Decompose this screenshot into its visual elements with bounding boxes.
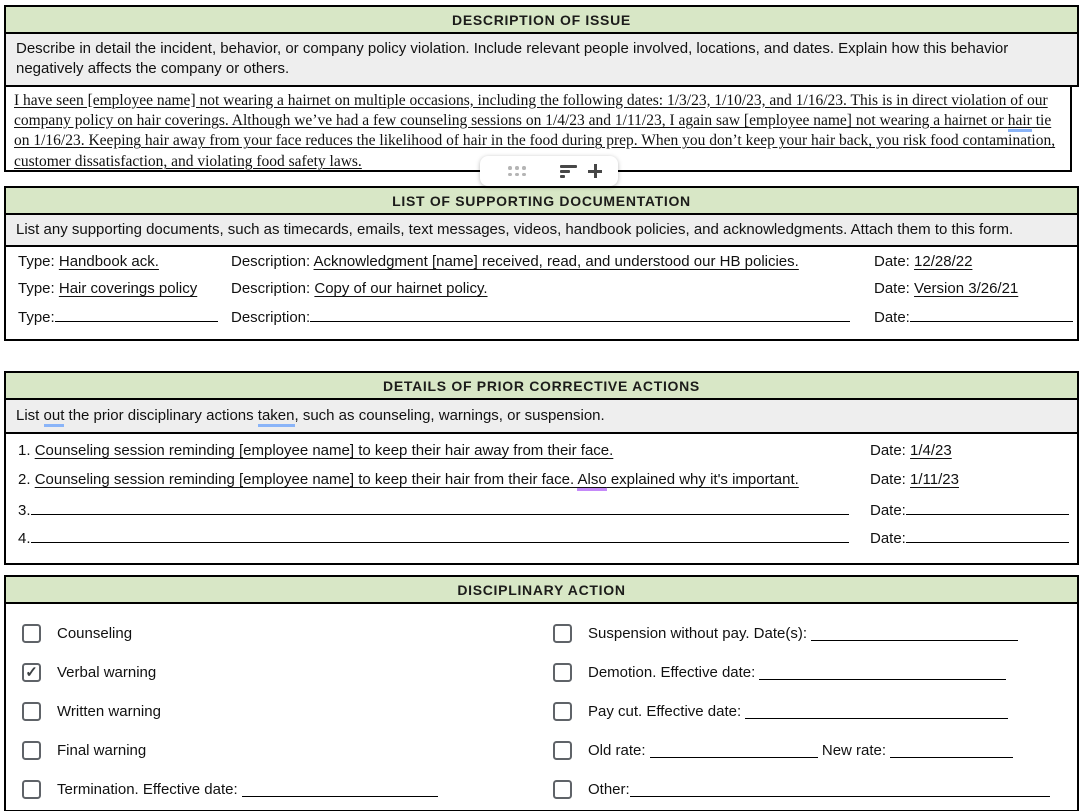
disciplinary-right-column bbox=[553, 614, 1073, 809]
add-icon[interactable] bbox=[587, 163, 603, 179]
option-label: Counseling bbox=[57, 625, 133, 642]
option-final-warning bbox=[22, 731, 537, 770]
section-title-supporting-documentation bbox=[4, 186, 1079, 215]
row-number: 4. bbox=[18, 530, 31, 548]
date-label: Date: bbox=[874, 308, 910, 326]
counseling-checkbox[interactable] bbox=[22, 624, 41, 643]
pa-date-cell bbox=[870, 442, 1077, 459]
documentation-row-blank bbox=[18, 307, 1077, 334]
date-value[interactable]: 1/11/23 bbox=[910, 470, 959, 488]
option-label: Written warning bbox=[57, 703, 161, 720]
option-termination bbox=[22, 770, 537, 809]
section-supporting-documentation bbox=[4, 186, 1079, 341]
row-number: 1. bbox=[18, 442, 35, 460]
prior-action-value[interactable]: Counseling session reminding [employee name] to keep their hair away from their face. bbox=[34, 442, 614, 460]
date-label: Date: bbox=[870, 470, 911, 488]
date-value[interactable]: 12/28/22 bbox=[914, 253, 973, 271]
option-verbal-warning bbox=[22, 653, 537, 692]
rates-checkbox[interactable] bbox=[553, 741, 572, 760]
section-title-disciplinary-action bbox=[4, 575, 1079, 604]
documentation-row bbox=[18, 253, 1077, 280]
description-blank-field[interactable] bbox=[310, 307, 850, 322]
description-label: Description: bbox=[231, 253, 314, 271]
type-label: Type: bbox=[18, 308, 55, 326]
description-value[interactable]: Acknowledgment [name] received, read, and understood our HB policies. bbox=[313, 253, 799, 271]
option-label: Other: bbox=[588, 781, 630, 798]
doc-description-cell bbox=[231, 253, 874, 270]
option-suspension bbox=[553, 614, 1073, 653]
suspension-dates-blank-field[interactable] bbox=[811, 626, 1018, 641]
row-number: 2. bbox=[18, 470, 35, 488]
new-rate-label: New rate: bbox=[817, 742, 891, 759]
date-label: Date: bbox=[874, 253, 915, 271]
section-description-of-issue bbox=[4, 5, 1079, 172]
pay-cut-checkbox[interactable] bbox=[553, 702, 572, 721]
new-rate-blank-field[interactable] bbox=[890, 743, 1013, 758]
option-label: Suspension without pay. Date(s): bbox=[588, 625, 812, 642]
pa-date-cell bbox=[870, 528, 1077, 547]
final-warning-checkbox[interactable] bbox=[22, 741, 41, 760]
prior-action-row bbox=[18, 442, 1077, 469]
option-label: Termination. Effective date: bbox=[57, 781, 242, 798]
option-label: Pay cut. Effective date: bbox=[588, 703, 746, 720]
description-label: Description: bbox=[231, 279, 315, 297]
option-demotion bbox=[553, 653, 1073, 692]
description-instructions: Describe in detail the incident, behavior, or company policy violation. Include relevant people involved, locations, and dates. Explain how this behavior negatively affects the company or others. bbox=[4, 34, 1079, 87]
prior-actions-instructions: List out the prior disciplinary actions taken, such as counseling, warnings, or suspension. bbox=[4, 400, 1079, 434]
section-title-text: DESCRIPTION OF ISSUE bbox=[452, 11, 631, 28]
prior-action-blank-field[interactable] bbox=[31, 528, 849, 543]
prior-action-row-blank bbox=[18, 528, 1077, 555]
old-rate-label: Old rate: bbox=[588, 742, 650, 759]
type-blank-field[interactable] bbox=[55, 307, 218, 322]
doc-description-cell bbox=[231, 307, 874, 326]
option-other bbox=[553, 770, 1073, 809]
date-blank-field[interactable] bbox=[906, 528, 1069, 543]
option-label: Demotion. Effective date: bbox=[588, 664, 760, 681]
prior-action-blank-field[interactable] bbox=[31, 500, 849, 515]
type-label: Type: bbox=[18, 279, 59, 297]
option-rates bbox=[553, 731, 1073, 770]
section-title-text: DETAILS OF PRIOR CORRECTIVE ACTIONS bbox=[383, 377, 700, 394]
demotion-date-blank-field[interactable] bbox=[759, 665, 1006, 680]
doc-type-cell bbox=[18, 307, 231, 326]
date-label: Date: bbox=[870, 530, 906, 548]
section-title-text: LIST OF SUPPORTING DOCUMENTATION bbox=[392, 192, 691, 209]
option-label: Final warning bbox=[57, 742, 147, 759]
drag-handle-icon[interactable] bbox=[508, 166, 526, 176]
date-blank-field[interactable] bbox=[910, 307, 1073, 322]
pa-date-cell bbox=[870, 471, 1077, 488]
date-value[interactable]: 1/4/23 bbox=[910, 442, 952, 460]
doc-date-cell bbox=[874, 280, 1077, 297]
pa-date-cell bbox=[870, 500, 1077, 519]
doc-type-cell bbox=[18, 280, 231, 297]
prior-action-row-blank bbox=[18, 500, 1077, 527]
date-label: Date: bbox=[870, 442, 911, 460]
section-title-description-of-issue bbox=[4, 5, 1079, 34]
date-blank-field[interactable] bbox=[906, 500, 1069, 515]
type-value[interactable]: Handbook ack. bbox=[58, 253, 159, 271]
demotion-checkbox[interactable] bbox=[553, 663, 572, 682]
description-value[interactable]: Copy of our hairnet policy. bbox=[314, 279, 488, 297]
old-rate-blank-field[interactable] bbox=[650, 743, 818, 758]
prior-action-cell bbox=[18, 500, 870, 519]
section-disciplinary-action bbox=[4, 575, 1079, 811]
termination-date-blank-field[interactable] bbox=[242, 782, 438, 797]
written-warning-checkbox[interactable] bbox=[22, 702, 41, 721]
verbal-warning-checkbox[interactable] bbox=[22, 663, 41, 682]
doc-type-cell bbox=[18, 253, 231, 270]
pay-cut-date-blank-field[interactable] bbox=[745, 704, 1008, 719]
disciplinary-options bbox=[4, 604, 1079, 811]
sort-icon[interactable] bbox=[560, 164, 578, 178]
section-title-text: DISCIPLINARY ACTION bbox=[457, 581, 626, 598]
doc-description-cell bbox=[231, 280, 874, 297]
prior-action-value[interactable]: Counseling session reminding [employee name] to keep their hair from their face. Also explained why it's important. bbox=[35, 471, 799, 491]
disciplinary-left-column bbox=[22, 614, 537, 809]
description-entry-text[interactable]: I have seen [employee name] not wearing a hairnet on multiple occasions, including the following dates: 1/3/23, 1/10/23, and 1/16/23. This is in direct violation of our company policy on hair coverings. Although we’ve had a few counseling sessions on 1/4/23 and 1/11/23, I again saw [employee name] not wearing a hairnet or hair tie on 1/16/23. Keeping hair away from your face reduces the likelihood of hair in the food during prep. When you don’t keep your hair back, you risk food contamination, customer dissatisfaction, and violating food safety laws. bbox=[14, 91, 1056, 170]
prior-action-row bbox=[18, 471, 1077, 498]
option-counseling bbox=[22, 614, 537, 653]
prior-action-cell bbox=[18, 471, 870, 488]
section-prior-corrective-actions bbox=[4, 371, 1079, 565]
documentation-row bbox=[18, 280, 1077, 307]
option-pay-cut bbox=[553, 692, 1073, 731]
description-label: Description: bbox=[231, 308, 311, 326]
option-label: Verbal warning bbox=[57, 664, 157, 681]
option-written-warning bbox=[22, 692, 537, 731]
date-value[interactable]: Version 3/26/21 bbox=[914, 279, 1019, 297]
termination-checkbox[interactable] bbox=[22, 780, 41, 799]
prior-action-cell bbox=[18, 528, 870, 547]
prior-actions-rows bbox=[4, 434, 1079, 565]
documentation-instructions: List any supporting documents, such as timecards, emails, text messages, videos, handbook policies, and acknowledgments. Attach them to this form. bbox=[4, 215, 1079, 247]
date-label: Date: bbox=[874, 279, 915, 297]
date-label: Date: bbox=[870, 501, 906, 519]
type-label: Type: bbox=[18, 253, 59, 271]
other-checkbox[interactable] bbox=[553, 780, 572, 799]
documentation-rows bbox=[4, 247, 1079, 341]
prior-action-cell bbox=[18, 442, 870, 459]
doc-date-cell bbox=[874, 253, 1077, 270]
section-title-prior-corrective-actions bbox=[4, 371, 1079, 400]
doc-date-cell bbox=[874, 307, 1077, 326]
table-hover-toolbar[interactable] bbox=[480, 156, 618, 186]
type-value[interactable]: Hair coverings policy bbox=[58, 279, 198, 297]
row-number: 3. bbox=[18, 501, 31, 519]
other-blank-field[interactable] bbox=[630, 782, 1050, 797]
suspension-checkbox[interactable] bbox=[553, 624, 572, 643]
